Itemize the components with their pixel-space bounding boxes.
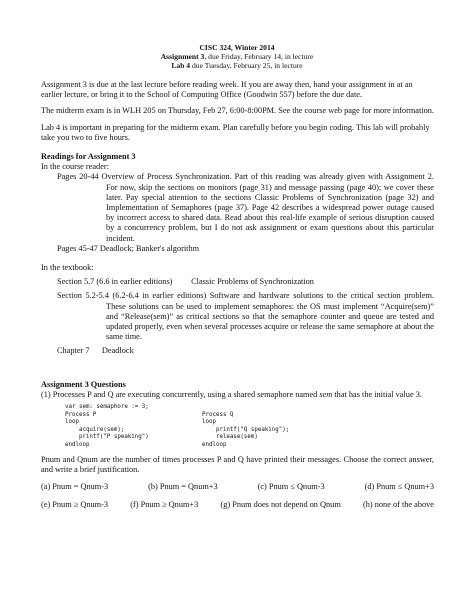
question-1-intro: (1) Processes P and Q are executing concurrently, using a shared semaphore named sem that has the initial value 3. bbox=[41, 389, 422, 399]
answer-options-row-2 bbox=[41, 500, 434, 510]
process-p-code: Process P loop acquire(sem); printf("P speaking") endloop bbox=[65, 411, 149, 448]
reading-item-pages-20-44: Pages 20-44 Overview of Process Synchronization. Part of this reading was already given with Assignment 2. For now, skip the sections on monitors (page 31) and message passing (page 40); we cover these later. Pay special attention to the sections Classic Problems of Synchronization (page 32) and Implementation of Semaphores (page 37). Page 42 describes a widespread power outage caused by incorrect access to shared data. Read about this real-life example of serious disruption caused by a concurrency problem, but I do not ask assignment or exam questions about this particular incident. bbox=[57, 172, 434, 243]
intro-paragraph: Assignment 3 is due at the last lecture before reading week. If you are away then, hand your assignment in at an earlier lecture, or bring it to the School of Computing Office (Goodwin 557) before the due date. bbox=[41, 80, 413, 100]
code-listing bbox=[65, 412, 434, 450]
process-q-code: Process Q loop printf("Q speaking"); release(sem) endloop bbox=[202, 411, 290, 448]
readings-heading: Readings for Assignment 3 bbox=[41, 152, 136, 162]
option-e: (e) Pnum ≥ Qnum-3 bbox=[41, 499, 109, 509]
option-h: (h) none of the above bbox=[363, 499, 434, 509]
assignment-due-line: Assignment 3, due Friday, February 14, in lecture bbox=[160, 52, 314, 61]
questions-heading: Assignment 3 Questions bbox=[41, 379, 126, 389]
textbook-item-5-7: Section 5.7 (6.6 in earlier editions) Classic Problems of Synchronization bbox=[57, 277, 314, 287]
reading-item-pages-45-47: Pages 45-47 Deadlock; Banker's algorithm bbox=[57, 243, 200, 253]
question-1-body: Pnum and Qnum are the number of times processes P and Q have printed their messages. Choose the correct answer, and write a brief justification. bbox=[41, 455, 434, 475]
textbook-label: In the textbook: bbox=[41, 263, 94, 273]
midterm-paragraph: The midterm exam is in WLH 205 on Thursday, Feb 27, 6:00-8:00PM. See the course web page for more information. bbox=[41, 106, 434, 116]
option-d: (d) Pnum ≤ Qnum+3 bbox=[364, 482, 434, 492]
option-c: (c) Pnum ≤ Qnum-3 bbox=[257, 482, 325, 492]
option-g: (g) Pnum does not depend on Qnum bbox=[220, 499, 341, 509]
textbook-item-chapter-7: Chapter 7 Deadlock bbox=[57, 346, 134, 356]
textbook-item-5-2: Section 5.2-5.4 (6.2-6.4 in earlier editions) Software and hardware solutions to the critical section problem. These solutions can be used to implement semaphores: the OS must implement “Acquire(sem)” and “Release(sem)” as critical sections so that the semaphore counter and queue are tested and updated properly, even when several processes acquire or release the same semaphore at about the same time. bbox=[57, 291, 434, 342]
course-reader-label: In the course reader: bbox=[41, 162, 109, 172]
course-title: CISC 324, Winter 2014 bbox=[199, 43, 275, 52]
document-body bbox=[41, 80, 434, 510]
option-b: (b) Pnum = Qnum+3 bbox=[148, 482, 218, 492]
lab-paragraph: Lab 4 is important in preparing for the midterm exam. Plan carefully before you begin coding. This lab will probably take you two to five hours. bbox=[41, 122, 430, 142]
document-header bbox=[0, 43, 474, 70]
option-a: (a) Pnum = Qnum-3 bbox=[41, 482, 109, 492]
lab-due-line: Lab 4 due Tuesday, February 25, in lecture bbox=[171, 61, 303, 70]
option-f: (f) Pnum ≥ Qnum+3 bbox=[130, 499, 199, 509]
answer-options-row-1 bbox=[41, 482, 434, 492]
code-declaration: var sem: semaphore := 3; bbox=[65, 404, 149, 411]
